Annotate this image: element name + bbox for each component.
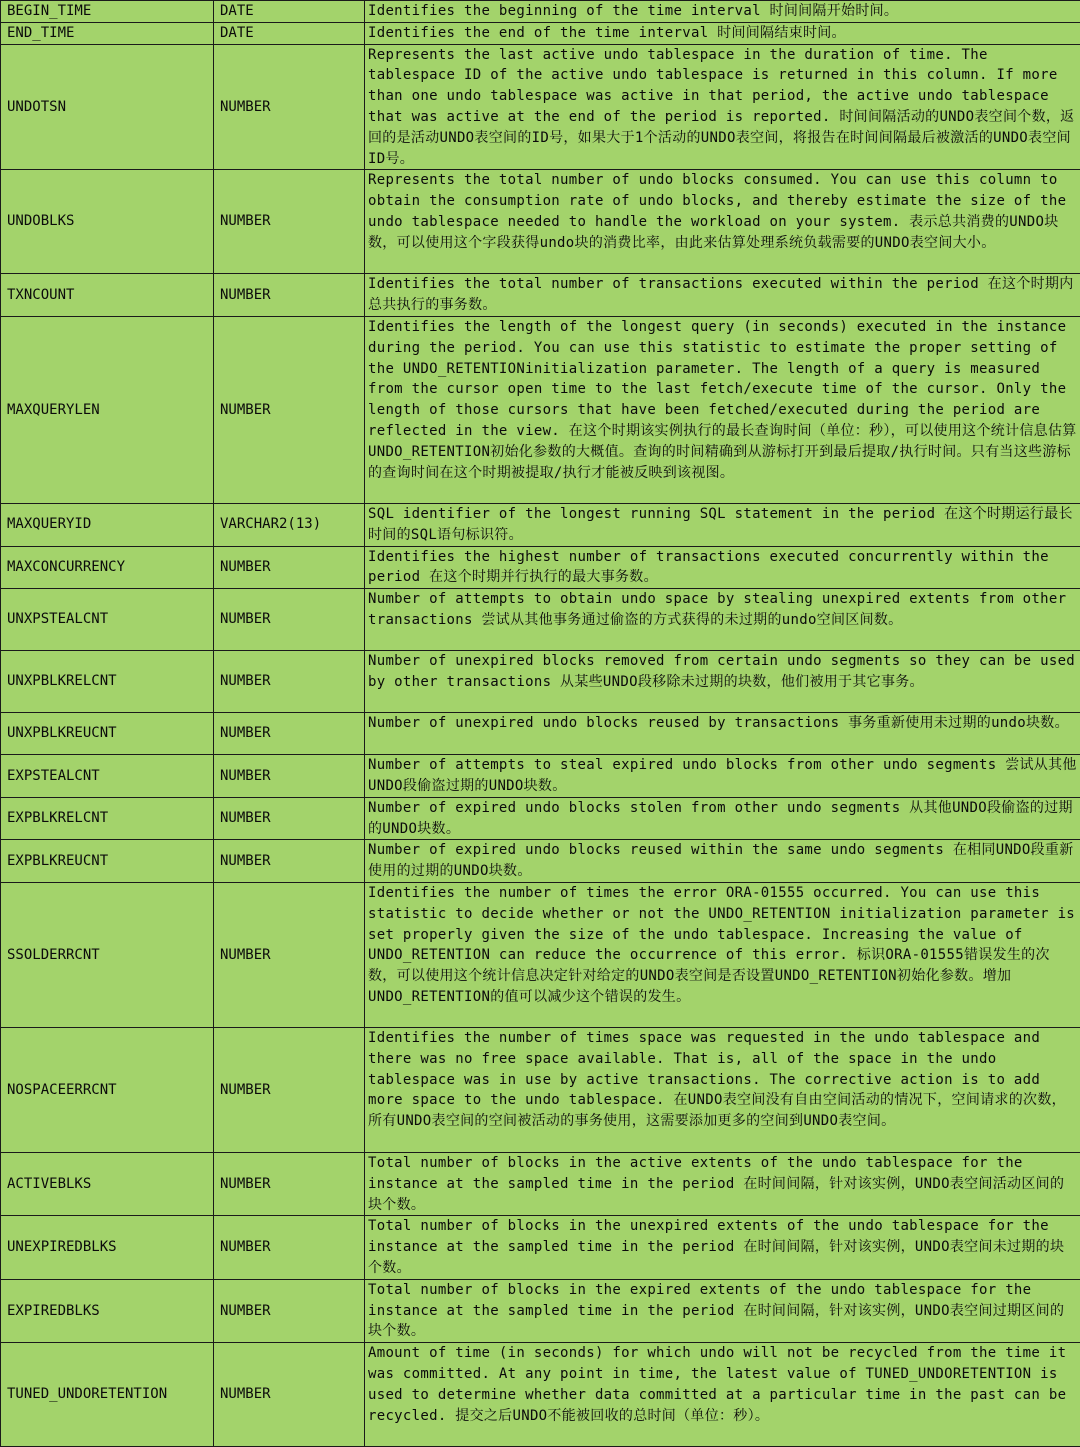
- description-cell: Number of expired undo blocks stolen from other undo segments 从其他UNDO段偷盗的过期的UNDO块数。: [365, 797, 1080, 840]
- column-name-cell: BEGIN_TIME: [1, 1, 214, 23]
- column-name-cell: TXNCOUNT: [1, 274, 214, 317]
- column-name-cell: UNXPBLKRELCNT: [1, 651, 214, 713]
- description-cell: Identifies the end of the time interval 时间间隔结束时间。: [365, 22, 1080, 44]
- datatype-cell: NUMBER: [214, 589, 365, 651]
- datatype-cell: NUMBER: [214, 1279, 365, 1342]
- datatype-cell: NUMBER: [214, 1343, 365, 1447]
- description-cell: Number of unexpired undo blocks reused by transactions 事务重新使用未过期的undo块数。: [365, 713, 1080, 755]
- column-name-cell: EXPBLKREUCNT: [1, 840, 214, 883]
- description-cell: Represents the last active undo tablespace in the duration of time. The tablespace ID of the active undo tablespace is returned in this column. If more than one undo tablespace was active in that period, the active undo tablespace that was active at the end of the period is reported. 时间间隔活动的UNDO表空间个数，返回的是活动UNDO表空间的ID号，如果大于1个活动的UNDO表空间，将报告在时间间隔最后被激活的UNDO表空间ID号。: [365, 44, 1080, 170]
- datatype-cell: DATE: [214, 1, 365, 23]
- description-cell: Total number of blocks in the expired extents of the undo tablespace for the instance at the sampled time in the period 在时间间隔，针对该实例，UNDO表空间过期区间的块个数。: [365, 1279, 1080, 1342]
- description-cell: Represents the total number of undo blocks consumed. You can use this column to obtain the consumption rate of undo blocks, and thereby estimate the size of the undo tablespace needed to handle the workload on your system. 表示总共消费的UNDO块数，可以使用这个字段获得undo块的消费比率，由此来估算处理系统负载需要的UNDO表空间大小。: [365, 170, 1080, 274]
- column-name-cell: SSOLDERRCNT: [1, 882, 214, 1027]
- table-row: [1, 1343, 1080, 1447]
- column-name-cell: MAXQUERYID: [1, 503, 214, 546]
- description-cell: Total number of blocks in the unexpired extents of the undo tablespace for the instance at the sampled time in the period 在时间间隔，针对该实例，UNDO表空间未过期的块个数。: [365, 1216, 1080, 1279]
- description-cell: Identifies the highest number of transactions executed concurrently within the period 在这个时期并行执行的最大事务数。: [365, 546, 1080, 589]
- datatype-cell: NUMBER: [214, 882, 365, 1027]
- description-cell: Identifies the number of times space was requested in the undo tablespace and there was no free space available. That is, all of the space in the undo tablespace was in use by active transactions. The corrective action is to add more space to the undo tablespace. 在UNDO表空间没有自由空间活动的情况下，空间请求的次数，所有UNDO表空间的空间被活动的事务使用，这需要添加更多的空间到UNDO表空间。: [365, 1027, 1080, 1152]
- description-cell: SQL identifier of the longest running SQL statement in the period 在这个时期运行最长时间的SQL语句标识符。: [365, 503, 1080, 546]
- table-row: [1, 840, 1080, 883]
- datatype-cell: DATE: [214, 22, 365, 44]
- column-name-cell: EXPBLKRELCNT: [1, 797, 214, 840]
- datatype-cell: VARCHAR2(13): [214, 503, 365, 546]
- datatype-cell: NUMBER: [214, 840, 365, 883]
- table-row: [1, 1152, 1080, 1215]
- table-row: [1, 651, 1080, 713]
- datatype-cell: NUMBER: [214, 1216, 365, 1279]
- description-cell: Total number of blocks in the active extents of the undo tablespace for the instance at the sampled time in the period 在时间间隔，针对该实例，UNDO表空间活动区间的块个数。: [365, 1152, 1080, 1215]
- column-name-cell: TUNED_UNDORETENTION: [1, 1343, 214, 1447]
- table-row: [1, 882, 1080, 1027]
- column-name-cell: MAXQUERYLEN: [1, 316, 214, 503]
- description-cell: Number of attempts to steal expired undo blocks from other undo segments 尝试从其他UNDO段偷盗过期的UNDO块数。: [365, 755, 1080, 798]
- column-name-cell: UNDOTSN: [1, 44, 214, 170]
- description-cell: Identifies the length of the longest query (in seconds) executed in the instance during the period. You can use this statistic to estimate the proper setting of the UNDO_RETENTIONinitialization parameter. The length of a query is measured from the cursor open time to the last fetch/execute time of the cursor. Only the length of those cursors that have been fetched/executed during the period are reflected in the view. 在这个时期该实例执行的最长查询时间（单位：秒），可以使用这个统计信息估算UNDO_RETENTION初始化参数的大概值。查询的时间精确到从游标打开到最后提取/执行时间。只有当这些游标的查询时间在这个时期被提取/执行才能被反映到该视图。: [365, 316, 1080, 503]
- description-cell: Number of expired undo blocks reused within the same undo segments 在相同UNDO段重新使用的过期的UNDO块数。: [365, 840, 1080, 883]
- table-row: [1, 546, 1080, 589]
- table-row: [1, 503, 1080, 546]
- datatype-cell: NUMBER: [214, 755, 365, 798]
- table-row: [1, 170, 1080, 274]
- table-row: [1, 1027, 1080, 1152]
- datatype-cell: NUMBER: [214, 1027, 365, 1152]
- table-row: [1, 589, 1080, 651]
- datatype-cell: NUMBER: [214, 274, 365, 317]
- datatype-cell: NUMBER: [214, 713, 365, 755]
- table-row: [1, 755, 1080, 798]
- description-cell: Identifies the number of times the error ORA-01555 occurred. You can use this statistic to decide whether or not the UNDO_RETENTION initialization parameter is set properly given the size of the undo tablespace. Increasing the value of UNDO_RETENTION can reduce the occurrence of this error. 标识ORA-01555错误发生的次数，可以使用这个统计信息决定针对给定的UNDO表空间是否设置UNDO_RETENTION初始化参数。增加UNDO_RETENTION的值可以减少这个错误的发生。: [365, 882, 1080, 1027]
- table-row: [1, 44, 1080, 170]
- column-name-cell: UNXPBLKREUCNT: [1, 713, 214, 755]
- column-name-cell: NOSPACEERRCNT: [1, 1027, 214, 1152]
- datatype-cell: NUMBER: [214, 797, 365, 840]
- datatype-cell: NUMBER: [214, 316, 365, 503]
- table-row: [1, 1216, 1080, 1279]
- column-name-cell: UNDOBLKS: [1, 170, 214, 274]
- datatype-cell: NUMBER: [214, 651, 365, 713]
- column-name-cell: END_TIME: [1, 22, 214, 44]
- column-name-cell: EXPSTEALCNT: [1, 755, 214, 798]
- table-row: [1, 797, 1080, 840]
- table-row: [1, 274, 1080, 317]
- datatype-cell: NUMBER: [214, 170, 365, 274]
- column-name-cell: UNEXPIREDBLKS: [1, 1216, 214, 1279]
- datatype-cell: NUMBER: [214, 44, 365, 170]
- column-name-cell: ACTIVEBLKS: [1, 1152, 214, 1215]
- datatype-cell: NUMBER: [214, 1152, 365, 1215]
- table-row: [1, 316, 1080, 503]
- description-cell: Number of unexpired blocks removed from certain undo segments so they can be used by other transactions 从某些UNDO段移除未过期的块数，他们被用于其它事务。: [365, 651, 1080, 713]
- column-name-cell: MAXCONCURRENCY: [1, 546, 214, 589]
- description-cell: Identifies the total number of transactions executed within the period 在这个时期内总共执行的事务数。: [365, 274, 1080, 317]
- column-name-cell: UNXPSTEALCNT: [1, 589, 214, 651]
- column-name-cell: EXPIREDBLKS: [1, 1279, 214, 1342]
- table-row: [1, 1279, 1080, 1342]
- description-cell: Amount of time (in seconds) for which undo will not be recycled from the time it was committed. At any point in time, the latest value of TUNED_UNDORETENTION is used to determine whether data committed at a particular time in the past can be recycled. 提交之后UNDO不能被回收的总时间（单位：秒）。: [365, 1343, 1080, 1447]
- table-row: [1, 1, 1080, 23]
- datatype-cell: NUMBER: [214, 546, 365, 589]
- description-cell: Identifies the beginning of the time interval 时间间隔开始时间。: [365, 1, 1080, 23]
- description-cell: Number of attempts to obtain undo space by stealing unexpired extents from other transactions 尝试从其他事务通过偷盗的方式获得的未过期的undo空间区间数。: [365, 589, 1080, 651]
- table-row: [1, 713, 1080, 755]
- table-row: [1, 22, 1080, 44]
